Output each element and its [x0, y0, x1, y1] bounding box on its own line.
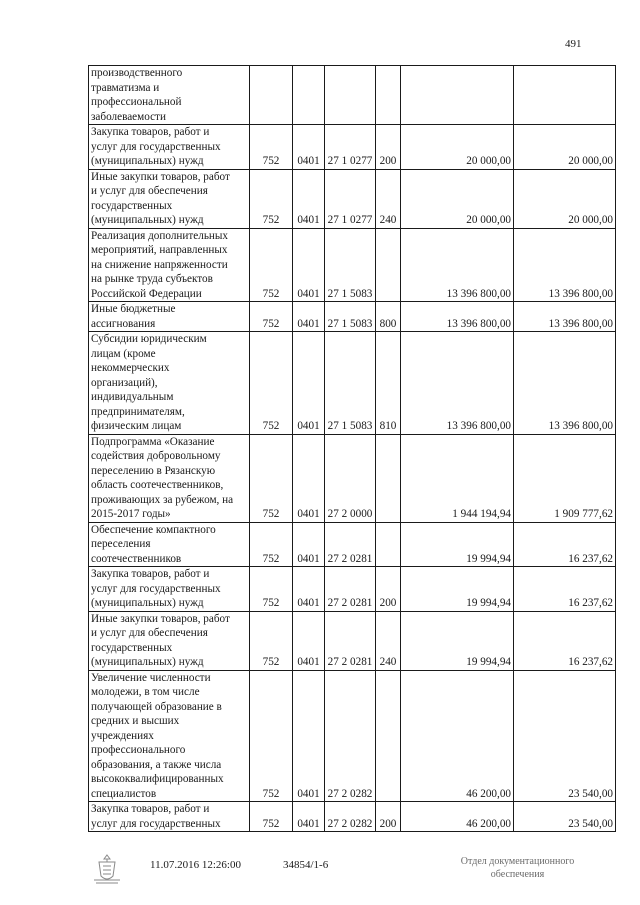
row-label: Иные закупки товаров, работ и услуг для обеспечения государственных (муниципальных) нужд [91, 170, 230, 226]
cell-vr: 240 [376, 611, 401, 670]
table-row [89, 611, 616, 670]
row-label: Закупка товаров, работ и услуг для государственных [91, 803, 221, 830]
cell-ved: 752 [250, 169, 293, 228]
table-row [89, 169, 616, 228]
row-label: Увеличение численности молодежи, в том числе получающей образование в средних и высших учреждениях профессионального образования, а также числа высококвалифицированных специалистов [91, 671, 224, 800]
cell-sum-2: 13 396 800,00 [514, 332, 616, 435]
row-label: Подпрограмма «Оказание содействия добровольному переселению в Рязанскую область соотечественников, проживающих за рубежом, на 2015-2017 годы» [91, 435, 234, 520]
cell-rz: 0401 [293, 302, 325, 332]
cell-rz: 0401 [293, 611, 325, 670]
cell-ved [250, 66, 293, 125]
cell-cs: 27 2 0282 [325, 802, 376, 832]
footer-doc-number: 34854/1-6 [283, 859, 329, 871]
cell-sum-1: 13 396 800,00 [401, 302, 514, 332]
cell-sum-2: 20 000,00 [514, 125, 616, 170]
cell-sum-1: 1 944 194,94 [401, 434, 514, 522]
row-label: Закупка товаров, работ и услуг для государственных (муниципальных) нужд [91, 126, 221, 167]
cell-sum-1: 19 994,94 [401, 611, 514, 670]
row-label: Иные бюджетные ассигнования [91, 303, 176, 330]
cell-rz: 0401 [293, 332, 325, 435]
footer-datetime: 11.07.2016 12:26:00 [150, 859, 241, 871]
cell-name [89, 611, 250, 670]
cell-vr: 810 [376, 332, 401, 435]
cell-sum-2: 20 000,00 [514, 169, 616, 228]
cell-ved: 752 [250, 302, 293, 332]
table-row [89, 434, 616, 522]
cell-vr [376, 434, 401, 522]
cell-name [89, 670, 250, 802]
table-row [89, 302, 616, 332]
cell-sum-2: 13 396 800,00 [514, 302, 616, 332]
cell-sum-1: 20 000,00 [401, 125, 514, 170]
cell-ved: 752 [250, 228, 293, 302]
cell-vr: 800 [376, 302, 401, 332]
cell-sum-2 [514, 66, 616, 125]
cell-sum-1: 19 994,94 [401, 567, 514, 612]
stamp-line-1: Отдел документационного [460, 856, 575, 867]
cell-rz: 0401 [293, 169, 325, 228]
page-number: 491 [565, 38, 582, 50]
cell-rz: 0401 [293, 125, 325, 170]
cell-rz: 0401 [293, 567, 325, 612]
table-row [89, 125, 616, 170]
cell-rz: 0401 [293, 434, 325, 522]
cell-cs [325, 66, 376, 125]
budget-table [88, 65, 616, 832]
cell-vr [376, 66, 401, 125]
cell-ved: 752 [250, 611, 293, 670]
cell-sum-2: 23 540,00 [514, 670, 616, 802]
cell-cs: 27 2 0000 [325, 434, 376, 522]
table-row [89, 802, 616, 832]
row-label: Обеспечение компактного переселения соотечественников [91, 523, 216, 565]
cell-sum-2: 16 237,62 [514, 611, 616, 670]
cell-name [89, 228, 250, 302]
cell-vr [376, 522, 401, 567]
cell-cs: 27 2 0281 [325, 522, 376, 567]
cell-cs: 27 2 0281 [325, 567, 376, 612]
row-label: Закупка товаров, работ и услуг для государственных (муниципальных) нужд [91, 568, 221, 609]
table-row [89, 567, 616, 612]
cell-vr [376, 670, 401, 802]
table-row [89, 332, 616, 435]
cell-sum-1: 46 200,00 [401, 670, 514, 802]
cell-rz: 0401 [293, 228, 325, 302]
cell-name [89, 125, 250, 170]
cell-name [89, 434, 250, 522]
cell-vr: 240 [376, 169, 401, 228]
cell-name [89, 66, 250, 125]
cell-sum-1: 46 200,00 [401, 802, 514, 832]
cell-sum-1: 13 396 800,00 [401, 228, 514, 302]
cell-sum-2: 1 909 777,62 [514, 434, 616, 522]
cell-rz [293, 66, 325, 125]
table-row [89, 228, 616, 302]
cell-name [89, 522, 250, 567]
table-body [89, 66, 616, 832]
cell-name [89, 567, 250, 612]
cell-name [89, 802, 250, 832]
cell-ved: 752 [250, 332, 293, 435]
row-label: производственного травматизма и профессиональной заболеваемости [91, 67, 183, 123]
cell-cs: 27 1 0277 [325, 125, 376, 170]
table-row [89, 66, 616, 125]
cell-name [89, 332, 250, 435]
table-row [89, 522, 616, 567]
cell-ved: 752 [250, 522, 293, 567]
cell-vr: 200 [376, 567, 401, 612]
cell-sum-2: 16 237,62 [514, 567, 616, 612]
cell-rz: 0401 [293, 522, 325, 567]
cell-cs: 27 1 5083 [325, 302, 376, 332]
cell-sum-2: 16 237,62 [514, 522, 616, 567]
cell-name [89, 169, 250, 228]
cell-ved: 752 [250, 434, 293, 522]
cell-ved: 752 [250, 670, 293, 802]
cell-sum-1: 20 000,00 [401, 169, 514, 228]
cell-sum-2: 23 540,00 [514, 802, 616, 832]
cell-cs: 27 2 0281 [325, 611, 376, 670]
row-label: Реализация дополнительных мероприятий, направленных на снижение напряженности на рынке труда субъектов Российской Федерации [91, 229, 229, 300]
cell-rz: 0401 [293, 802, 325, 832]
department-stamp [440, 855, 595, 881]
cell-sum-1: 13 396 800,00 [401, 332, 514, 435]
cell-sum-1: 19 994,94 [401, 522, 514, 567]
cell-ved: 752 [250, 125, 293, 170]
cell-sum-1 [401, 66, 514, 125]
coat-of-arms-icon [90, 852, 124, 886]
cell-vr [376, 228, 401, 302]
cell-vr: 200 [376, 125, 401, 170]
row-label: Иные закупки товаров, работ и услуг для обеспечения государственных (муниципальных) нужд [91, 612, 230, 668]
cell-sum-2: 13 396 800,00 [514, 228, 616, 302]
cell-vr: 200 [376, 802, 401, 832]
cell-cs: 27 1 5083 [325, 332, 376, 435]
cell-cs: 27 1 5083 [325, 228, 376, 302]
cell-name [89, 302, 250, 332]
row-label: Субсидии юридическим лицам (кроме некоммерческих организаций), индивидуальным предпринимателям, физическим лицам [91, 333, 207, 432]
cell-ved: 752 [250, 567, 293, 612]
cell-cs: 27 1 0277 [325, 169, 376, 228]
stamp-line-2: обеспечения [490, 869, 545, 880]
table-row [89, 670, 616, 802]
cell-rz: 0401 [293, 670, 325, 802]
cell-ved: 752 [250, 802, 293, 832]
cell-cs: 27 2 0282 [325, 670, 376, 802]
